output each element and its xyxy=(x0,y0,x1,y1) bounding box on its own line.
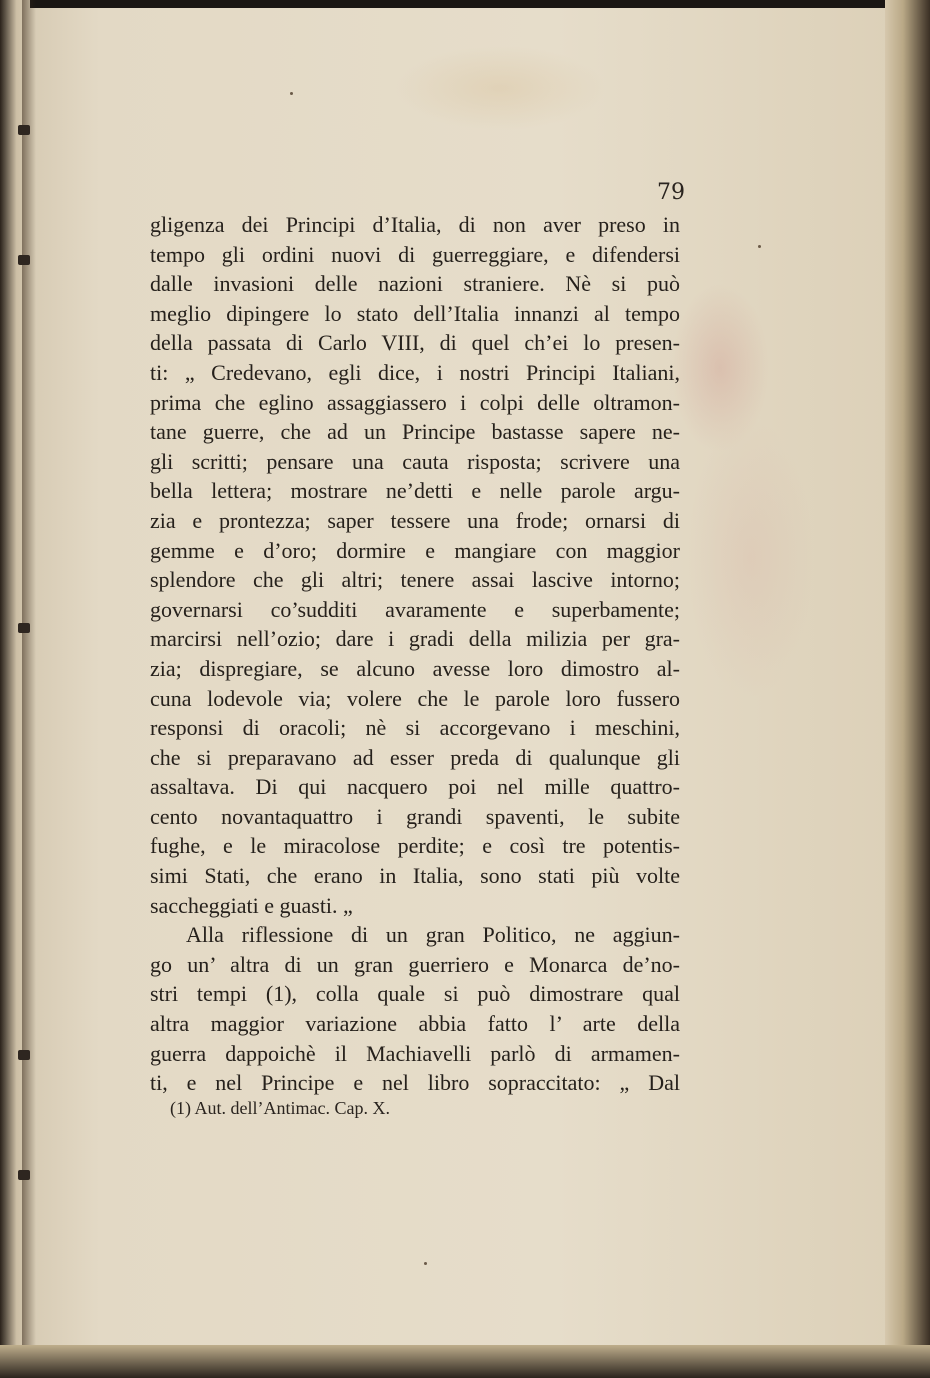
text-line: Alla riflessione di un gran Politico, ne aggiun- xyxy=(186,922,680,948)
text-line: della passata di Carlo VIII, di quel ch’ei lo presen- xyxy=(150,330,680,356)
text-line: meglio dipingere lo stato dell’Italia innanzi al tempo xyxy=(150,300,680,326)
text-line: governarsi co’sudditi avaramente e superbamente; xyxy=(150,596,680,622)
text-line: cento novantaquattro i grandi spaventi, le subite xyxy=(150,803,680,829)
text-line: gemme e d’oro; dormire e mangiare con maggior xyxy=(150,537,680,563)
body-text xyxy=(150,210,680,1098)
paper-speck xyxy=(290,92,293,95)
paper-speck xyxy=(758,245,761,248)
text-line: responsi di oracoli; nè si accorgevano i meschini, xyxy=(150,715,680,741)
text-line: tane guerre, che ad un Principe bastasse sapere ne- xyxy=(150,419,680,445)
text-line: gli scritti; pensare una cauta risposta; scrivere una xyxy=(150,448,680,474)
text-line: ti, e nel Principe e nel libro sopraccitato: „ Dal xyxy=(150,1070,680,1096)
binding-thread-mark xyxy=(18,623,30,633)
text-line: go un’ altra di un gran guerriero e Monarca de’no- xyxy=(150,951,680,977)
text-line: gligenza dei Principi d’Italia, di non aver preso in xyxy=(150,212,680,237)
text-line: stri tempi (1), colla quale si può dimostrare qual xyxy=(150,981,680,1007)
text-line: zia; dispregiare, se alcuno avesse loro dimostro al- xyxy=(150,655,680,681)
binding-thread-mark xyxy=(18,1170,30,1180)
text-line: altra maggior variazione abbia fatto l’ arte della xyxy=(150,1011,680,1037)
text-line: prima che eglino assaggiassero i colpi delle oltramon- xyxy=(150,389,680,415)
text-line: tempo gli ordini nuovi di guerreggiare, e difendersi xyxy=(150,241,680,267)
text-line: simi Stati, che erano in Italia, sono stati più volte xyxy=(150,863,680,889)
text-line: bella lettera; mostrare ne’detti e nelle parole argu- xyxy=(150,478,680,504)
footnote: (1) Aut. dell’Antimac. Cap. X. xyxy=(170,1098,390,1118)
text-line: marcirsi nell’ozio; dare i gradi della milizia per gra- xyxy=(150,626,680,652)
text-line: saccheggiati e guasti. „ xyxy=(150,892,353,918)
page-bottom-edge xyxy=(0,1345,930,1378)
text-line: splendore che gli altri; tenere assai lascive intorno; xyxy=(150,567,680,593)
text-line: assaltava. Di qui nacquero poi nel mille quattro- xyxy=(150,774,680,800)
text-line: cuna lodevole via; volere che le parole loro fussero xyxy=(150,685,680,711)
text-line: che si preparavano ad esser preda di qualunque gli xyxy=(150,744,680,770)
binding-thread-mark xyxy=(18,125,30,135)
binding-thread-mark xyxy=(18,255,30,265)
binding-thread-mark xyxy=(18,1050,30,1060)
text-line: guerra dappoichè il Machiavelli parlò di armamen- xyxy=(150,1040,680,1066)
page-right-edge xyxy=(885,0,930,1378)
paper-speck xyxy=(424,1262,427,1265)
text-line: ti: „ Credevano, egli dice, i nostri Principi Italiani, xyxy=(150,359,680,385)
text-line: zia e prontezza; saper tessere una frode; ornarsi di xyxy=(150,507,680,533)
page-number: 79 xyxy=(657,180,685,205)
text-line: fughe, e le miracolose perdite; e così tre potentis- xyxy=(150,833,680,859)
text-line: dalle invasioni delle nazioni straniere. Nè si può xyxy=(150,271,680,297)
